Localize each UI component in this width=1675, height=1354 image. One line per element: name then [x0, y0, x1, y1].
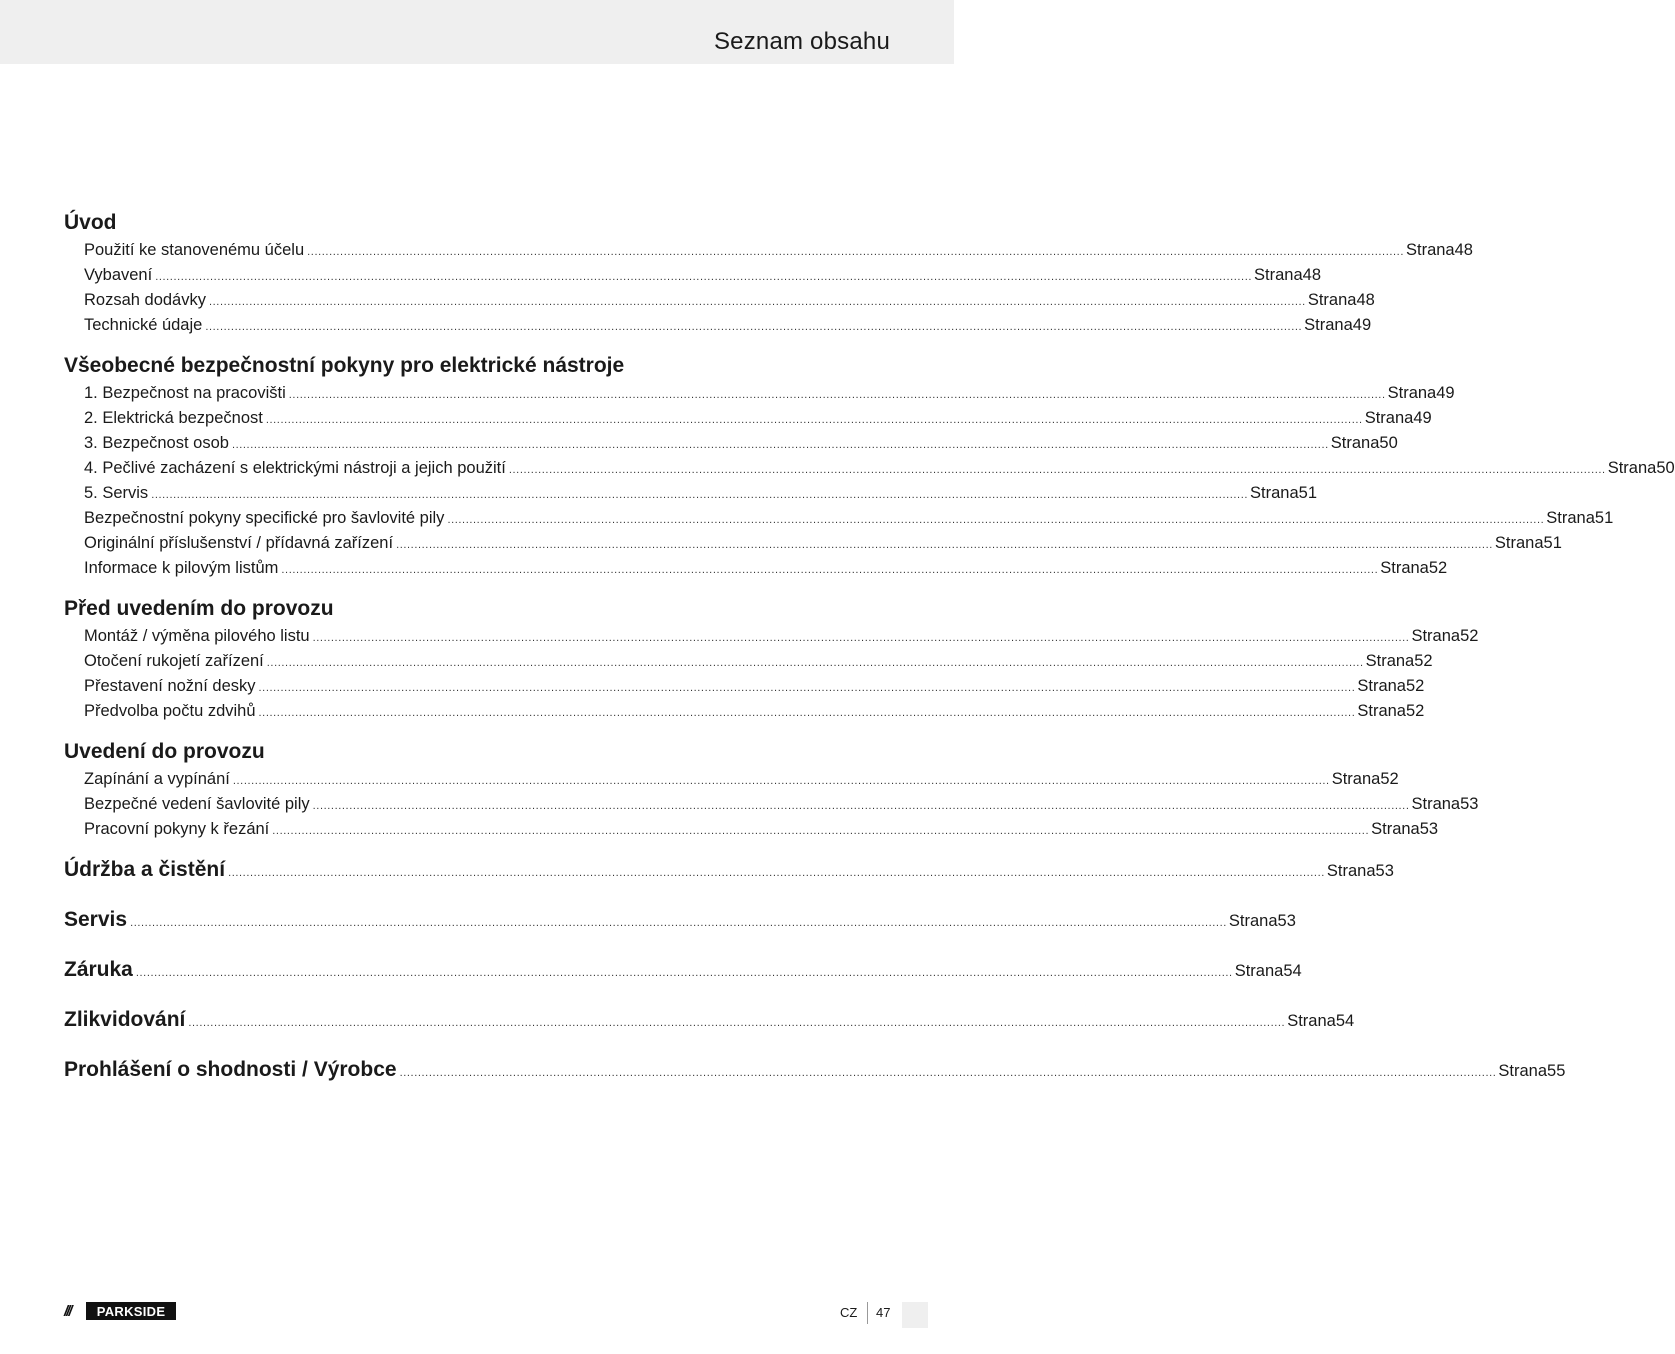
page-word: Strana — [1365, 652, 1415, 670]
page-number: 52 — [1460, 627, 1479, 645]
page-number: 53 — [1460, 795, 1479, 813]
page-number: 49 — [1413, 409, 1432, 427]
leader-dots: ............................................................................................................................................................................................................................................................................................................ — [312, 800, 1410, 812]
page-number-footer: 47 — [876, 1305, 891, 1320]
toc-entry-label: 5. Servis — [84, 484, 149, 502]
toc-section-before-operation — [64, 594, 1479, 724]
leader-dots: ............................................................................................................................................................................................................................................................................................................ — [228, 867, 1325, 879]
leader-dots: ............................................................................................................................................................................................................................................................................................................ — [231, 439, 1329, 451]
section-heading: Před uvedením do provozu — [64, 597, 334, 620]
page-number: 48 — [1454, 241, 1473, 259]
toc-section-uvod — [64, 208, 1473, 338]
page-word: Strana — [1326, 862, 1376, 880]
toc-entry[interactable] — [64, 263, 1322, 288]
toc-entry[interactable] — [64, 792, 1479, 817]
toc-entry[interactable] — [64, 313, 1372, 338]
leader-dots: ............................................................................................................................................................................................................................................................................................................ — [288, 389, 1386, 401]
toc-entry[interactable] — [64, 406, 1432, 431]
toc-entry[interactable] — [64, 288, 1375, 313]
toc-entry-label: Předvolba počtu zdvihů — [84, 702, 256, 720]
leader-dots: ............................................................................................................................................................................................................................................................................................................ — [188, 1017, 1286, 1029]
page-number: 50 — [1656, 459, 1675, 477]
leader-dots: ............................................................................................................................................................................................................................................................................................................ — [209, 296, 1306, 308]
toc-entry-label: 3. Bezpečnost osob — [84, 434, 229, 452]
logo-wordmark: PARKSIDE — [86, 1302, 176, 1320]
toc-entry[interactable] — [64, 506, 1614, 531]
page-word: Strana — [1371, 820, 1420, 838]
section-heading: Úvod — [64, 211, 117, 234]
leader-dots: ............................................................................................................................................................................................................................................................................................................ — [508, 464, 1606, 476]
leader-dots: ............................................................................................................................................................................................................................................................................................................ — [266, 657, 1364, 669]
toc-section-safety — [64, 351, 1675, 581]
leader-dots: ............................................................................................................................................................................................................................................................................................................ — [258, 707, 1356, 719]
toc-top-entry-label: Záruka — [64, 958, 133, 981]
page-header — [0, 0, 954, 64]
toc-entry[interactable] — [64, 481, 1318, 506]
page-number: 52 — [1380, 770, 1399, 788]
toc-entry-label: Zapínání a vypínání — [84, 770, 230, 788]
page-number: 51 — [1594, 509, 1614, 527]
toc-entry[interactable] — [64, 817, 1439, 842]
leader-dots: ............................................................................................................................................................................................................................................................................................................ — [307, 246, 1404, 258]
page-number: 54 — [1283, 962, 1302, 980]
page-word: Strana — [1546, 509, 1595, 527]
toc-top-entry-label: Údržba a čistění — [64, 858, 226, 881]
toc-entry-label: Bezpečné vedení šavlovité pily — [84, 795, 310, 813]
page-number: 52 — [1405, 677, 1425, 695]
toc-top-entry[interactable] — [64, 905, 1296, 935]
toc-entry-label: Rozsah dodávky — [84, 291, 206, 309]
toc-top-entry[interactable] — [64, 855, 1394, 885]
toc-top-entry-label: Zlikvidování — [64, 1008, 186, 1031]
toc-entry[interactable] — [64, 649, 1433, 674]
leader-dots: ............................................................................................................................................................................................................................................................................................................ — [130, 917, 1227, 929]
toc-entry[interactable] — [64, 767, 1399, 792]
toc-top-entry-label: Prohlášení o shodnosti / Výrobce — [64, 1058, 397, 1081]
toc-entry[interactable] — [64, 674, 1425, 699]
toc-top-entry[interactable] — [64, 955, 1302, 985]
page-number: 54 — [1335, 1012, 1355, 1030]
page-number: 48 — [1356, 291, 1375, 309]
toc-entry-label: Pracovní pokyny k řezání — [84, 820, 270, 838]
page-number: 52 — [1414, 652, 1433, 670]
toc-entry-label: Přestavení nožní desky — [84, 677, 256, 695]
logo-slashes: /// — [64, 1302, 86, 1320]
page-number: 49 — [1436, 384, 1455, 402]
page-word: Strana — [1228, 912, 1278, 930]
page-word: Strana — [1607, 459, 1657, 477]
toc-entry-label: Montáž / výměna pilového listu — [84, 627, 310, 645]
page-number: 51 — [1298, 484, 1318, 502]
toc-entry-label: Originální příslušenství / přídavná zařízení — [84, 534, 394, 552]
toc-section-operation — [64, 737, 1479, 842]
toc-entry[interactable] — [64, 531, 1562, 556]
page-word: Strana — [1411, 627, 1461, 645]
page-word: Strana — [1254, 266, 1303, 284]
footer-tab-box — [902, 1302, 928, 1328]
toc-entry[interactable] — [64, 381, 1455, 406]
page-word: Strana — [1494, 534, 1544, 552]
toc-entry[interactable] — [64, 624, 1479, 649]
page-number: 53 — [1419, 820, 1439, 838]
leader-dots: ............................................................................................................................................................................................................................................................................................................ — [272, 825, 1370, 837]
toc-entry-label: 2. Elektrická bezpečnost — [84, 409, 263, 427]
page-number: 50 — [1379, 434, 1398, 452]
page-word: Strana — [1357, 702, 1406, 720]
leader-dots: ............................................................................................................................................................................................................................................................................................................ — [151, 489, 1249, 501]
toc-entry-label: Technické údaje — [84, 316, 203, 334]
page-word: Strana — [1250, 484, 1299, 502]
page-number: 53 — [1375, 862, 1394, 880]
toc-entry-label: Informace k pilovým listům — [84, 559, 279, 577]
page-word: Strana — [1380, 559, 1429, 577]
page-word: Strana — [1387, 384, 1437, 402]
table-of-contents — [64, 208, 1675, 1105]
toc-top-entry[interactable] — [64, 1005, 1355, 1035]
page-word: Strana — [1234, 962, 1284, 980]
toc-top-entry[interactable] — [64, 1055, 1566, 1085]
page-word: Strana — [1307, 291, 1357, 309]
page-word: Strana — [1287, 1012, 1336, 1030]
footer-divider — [867, 1302, 868, 1324]
parkside-logo — [64, 1302, 176, 1320]
page-word: Strana — [1364, 409, 1414, 427]
page-word: Strana — [1304, 316, 1353, 334]
toc-entry-label: Vybavení — [84, 266, 153, 284]
toc-entry[interactable] — [64, 456, 1675, 481]
leader-dots: ............................................................................................................................................................................................................................................................................................................ — [232, 775, 1330, 787]
page-number: 49 — [1352, 316, 1372, 334]
page-number: 51 — [1543, 534, 1562, 552]
toc-entry-label: Bezpečnostní pokyny specifické pro šavlovité pily — [84, 509, 445, 527]
toc-entry-label: Použití ke stanovenému účelu — [84, 241, 305, 259]
leader-dots: ............................................................................................................................................................................................................................................................................................................ — [396, 539, 1493, 551]
page-number: 52 — [1428, 559, 1448, 577]
leader-dots: ............................................................................................................................................................................................................................................................................................................ — [135, 967, 1233, 979]
leader-dots: ............................................................................................................................................................................................................................................................................................................ — [447, 514, 1545, 526]
leader-dots: ............................................................................................................................................................................................................................................................................................................ — [281, 564, 1379, 576]
page-word: Strana — [1405, 241, 1455, 259]
page-number: 48 — [1302, 266, 1322, 284]
page-word: Strana — [1498, 1062, 1548, 1080]
page-word: Strana — [1357, 677, 1406, 695]
toc-top-entry-label: Servis — [64, 908, 128, 931]
toc-entry[interactable] — [64, 699, 1425, 724]
language-code: CZ — [840, 1305, 858, 1320]
leader-dots: ............................................................................................................................................................................................................................................................................................................ — [258, 682, 1356, 694]
section-heading: Všeobecné bezpečnostní pokyny pro elektrické nástroje — [64, 354, 625, 377]
leader-dots: ............................................................................................................................................................................................................................................................................................................ — [265, 414, 1363, 426]
toc-entry-label: Otočení rukojetí zařízení — [84, 652, 264, 670]
toc-entry[interactable] — [64, 556, 1448, 581]
section-heading: Uvedení do provozu — [64, 740, 265, 763]
toc-entry-label: 4. Pečlivé zacházení s elektrickými nástroji a jejich použití — [84, 459, 506, 477]
page-number: 55 — [1547, 1062, 1566, 1080]
page-number: 52 — [1406, 702, 1425, 720]
page-word: Strana — [1331, 770, 1381, 788]
page-number: 53 — [1277, 912, 1296, 930]
leader-dots: ............................................................................................................................................................................................................................................................................................................ — [312, 632, 1410, 644]
toc-entry[interactable] — [64, 431, 1398, 456]
leader-dots: ............................................................................................................................................................................................................................................................................................................ — [399, 1067, 1497, 1079]
page-title: Seznam obsahu — [713, 28, 890, 55]
toc-entry-label: 1. Bezpečnost na pracovišti — [84, 384, 286, 402]
page-word: Strana — [1411, 795, 1461, 813]
leader-dots: ............................................................................................................................................................................................................................................................................................................ — [155, 271, 1253, 283]
toc-entry[interactable] — [64, 238, 1473, 263]
leader-dots: ............................................................................................................................................................................................................................................................................................................ — [205, 321, 1303, 333]
page-word: Strana — [1330, 434, 1380, 452]
